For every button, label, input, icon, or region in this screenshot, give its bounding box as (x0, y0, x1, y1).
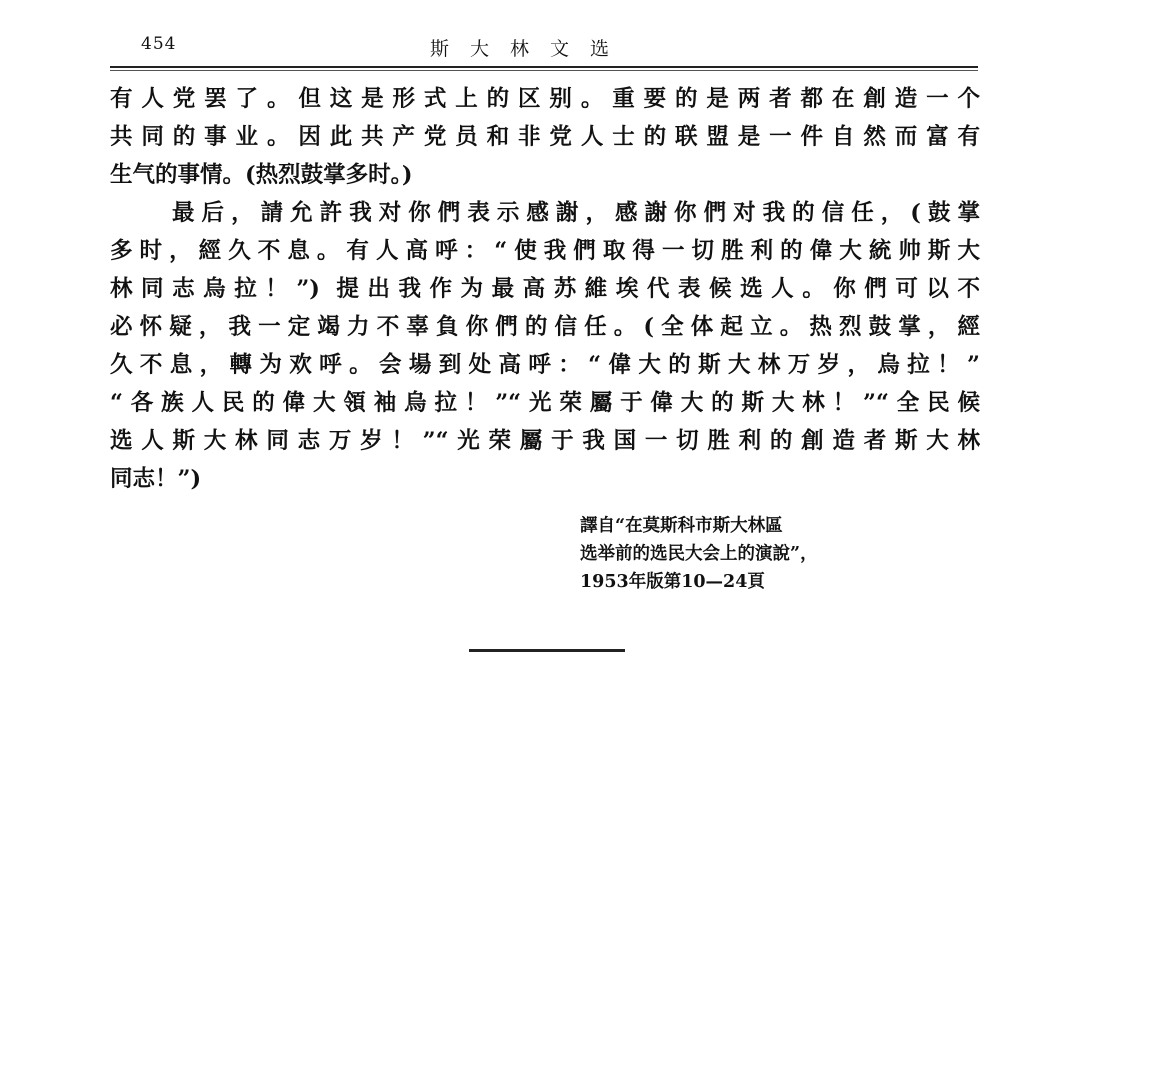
page-number: 454 (141, 34, 177, 54)
text-line: 生气的事情。(热烈鼓掌多时。) (110, 162, 413, 188)
text-line: 选人斯大林同志万岁！”“光荣屬于我国一切胜利的創造者斯大林 (110, 428, 980, 454)
source-line: 选举前的选民大会上的演說”， (580, 544, 818, 564)
running-head: 斯大林文选 (430, 38, 631, 60)
source-line: 1953年版第10—24頁 (580, 572, 765, 592)
source-citation (580, 512, 910, 596)
text-line: 有人党罢了。但这是形式上的区别。重要的是两者都在創造一个 (110, 86, 980, 112)
text-line: 最后，請允許我对你們表示感謝，感謝你們对我的信任，(鼓掌 (172, 200, 980, 226)
source-line: 譯自“在莫斯科市斯大林區 (580, 516, 783, 536)
body-text (110, 80, 980, 498)
header-rule (110, 66, 978, 68)
header-rule-thin (110, 70, 978, 71)
text-line: 同志！”) (110, 466, 202, 492)
text-line: 多时，經久不息。有人高呼：“使我們取得一切胜利的偉大統帅斯大 (110, 238, 980, 264)
text-line: 久不息，轉为欢呼。会場到处高呼：“偉大的斯大林万岁，烏拉！” (110, 352, 980, 378)
text-line: “各族人民的偉大領袖烏拉！”“光荣屬于偉大的斯大林！”“全民候 (110, 390, 980, 416)
text-line: 林同志烏拉！”) 提出我作为最高苏維埃代表候选人。你們可以不 (110, 276, 980, 302)
end-rule (469, 649, 625, 652)
text-line: 共同的事业。因此共产党员和非党人士的联盟是一件自然而富有 (110, 124, 980, 150)
text-line: 必怀疑，我一定竭力不辜負你們的信任。(全体起立。热烈鼓掌，經 (110, 314, 980, 340)
